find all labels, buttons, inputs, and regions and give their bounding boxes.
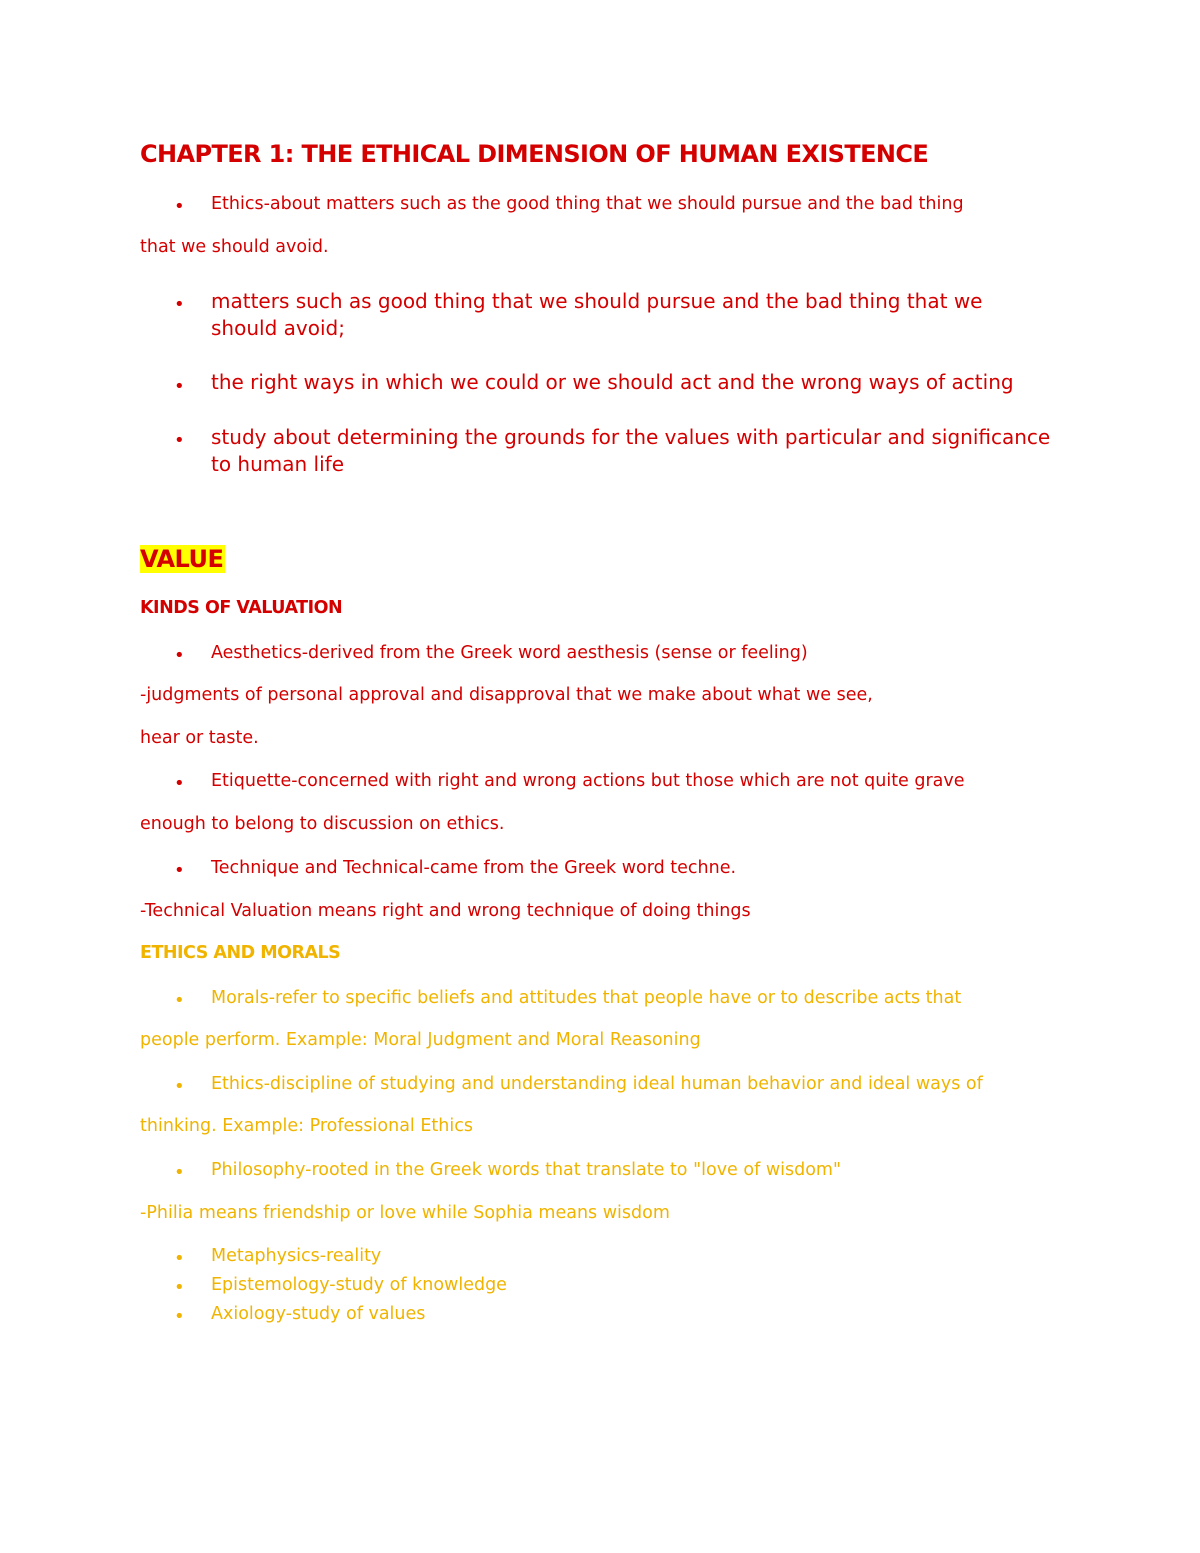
bullet-icon: • bbox=[174, 990, 185, 1011]
aesthetics-bullet-text: Aesthetics-derived from the Greek word aesthesis (sense or feeling) bbox=[211, 643, 808, 663]
technique-bullet-text: Technique and Technical-came from the Greek word techne. bbox=[211, 858, 737, 878]
aesthetics-line: hear or taste. bbox=[140, 728, 259, 748]
bullet-icon: • bbox=[174, 1277, 185, 1298]
big-bullet-text: matters such as good thing that we should pursue and the bad thing that we should avoid; bbox=[211, 289, 983, 340]
technique-line: -Technical Valuation means right and wrong technique of doing things bbox=[140, 901, 751, 921]
ethics-line: thinking. Example: Professional Ethics bbox=[140, 1116, 473, 1136]
ethics-morals-heading: ETHICS AND MORALS bbox=[140, 943, 341, 963]
bullet-icon: • bbox=[174, 430, 185, 451]
branch-item: Epistemology-study of knowledge bbox=[211, 1275, 507, 1295]
kinds-heading: KINDS OF VALUATION bbox=[140, 598, 343, 618]
bullet-icon: • bbox=[174, 1162, 185, 1183]
bullet-icon: • bbox=[174, 860, 185, 881]
bullet-icon: • bbox=[174, 1076, 185, 1097]
aesthetics-line: -judgments of personal approval and disapproval that we make about what we see, bbox=[140, 685, 873, 705]
bullet-icon: • bbox=[174, 773, 185, 794]
bullet-icon: • bbox=[174, 376, 185, 397]
bullet-icon: • bbox=[174, 1306, 185, 1327]
intro-continuation: that we should avoid. bbox=[140, 237, 329, 257]
philosophy-line: -Philia means friendship or love while Sophia means wisdom bbox=[140, 1203, 670, 1223]
big-bullet-text: study about determining the grounds for the values with particular and significance to human life bbox=[211, 425, 1051, 476]
bullet-icon: • bbox=[174, 294, 185, 315]
etiquette-bullet-text: Etiquette-concerned with right and wrong actions but those which are not quite grave bbox=[211, 771, 965, 791]
bullet-icon: • bbox=[174, 645, 185, 666]
bullet-icon: • bbox=[174, 1248, 185, 1269]
ethics-bullet-text: Ethics-discipline of studying and understanding ideal human behavior and ideal ways of bbox=[211, 1074, 983, 1094]
branch-item: Axiology-study of values bbox=[211, 1304, 426, 1324]
etiquette-line: enough to belong to discussion on ethics. bbox=[140, 814, 505, 834]
chapter-title: CHAPTER 1: THE ETHICAL DIMENSION OF HUMAN EXISTENCE bbox=[140, 140, 929, 168]
branch-item: Metaphysics-reality bbox=[211, 1246, 382, 1266]
big-bullet-text: the right ways in which we could or we should act and the wrong ways of acting bbox=[211, 370, 1014, 394]
intro-bullet-text: Ethics-about matters such as the good thing that we should pursue and the bad thing bbox=[211, 194, 964, 214]
morals-line: people perform. Example: Moral Judgment and Moral Reasoning bbox=[140, 1030, 701, 1050]
morals-bullet-text: Morals-refer to specific beliefs and attitudes that people have or to describe acts that bbox=[211, 988, 962, 1008]
philosophy-bullet-text: Philosophy-rooted in the Greek words that translate to "love of wisdom" bbox=[211, 1160, 842, 1180]
value-heading: VALUE bbox=[140, 545, 224, 573]
bullet-icon: • bbox=[174, 196, 185, 217]
